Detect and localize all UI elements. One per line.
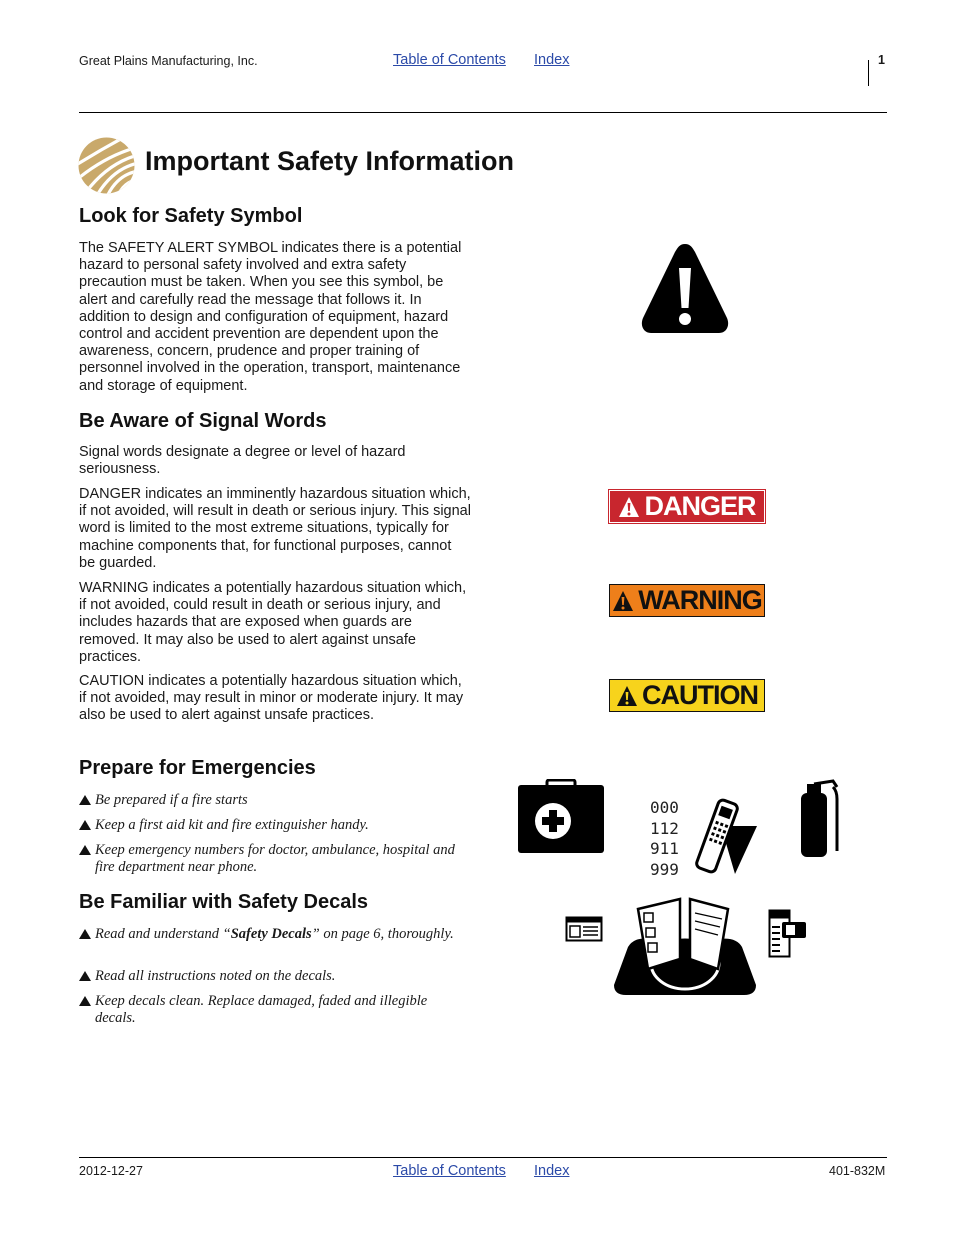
- index-link[interactable]: Index: [534, 52, 570, 68]
- warning-sign: [609, 584, 765, 617]
- decal-icon: [768, 909, 808, 959]
- list-item: Keep decals clean. Replace damaged, faded and illegible decals.: [79, 993, 471, 1027]
- danger-paragraph: DANGER indicates an imminently hazardous situation which, if not avoided, will result in death or serious injury. This signal word is limited to the most extreme situations, typically for machine components that, for functional purposes, cannot be guarded.: [79, 486, 471, 571]
- footer-rule: [79, 1157, 887, 1158]
- list-item: Keep a first aid kit and fire extinguisher handy.: [79, 817, 471, 834]
- header-rule: [79, 112, 887, 113]
- section-heading-signal: Be Aware of Signal Words: [79, 410, 327, 432]
- list-item: Keep emergency numbers for doctor, ambulance, hospital and fire department near phone.: [79, 842, 471, 876]
- list-item: Read and understand “Safety Decals” on page 6, thoroughly.: [79, 926, 471, 943]
- emergency-number: 911: [650, 839, 679, 858]
- emergency-number: 112: [650, 818, 679, 838]
- document-number: 401-832M: [829, 1164, 886, 1178]
- fire-extinguisher-icon: [797, 779, 843, 859]
- safety-alert-icon: [639, 240, 731, 337]
- warning-label: WARNING: [638, 585, 762, 615]
- decal-icon: [565, 916, 603, 942]
- brand-logo: [78, 137, 135, 194]
- danger-sign: [609, 490, 765, 523]
- phone-icon: [695, 796, 761, 878]
- emergency-numbers: [650, 798, 679, 880]
- page-number: 1: [878, 53, 885, 67]
- footer-table-of-contents-link[interactable]: Table of Contents: [393, 1163, 506, 1179]
- page-title: Important Safety Information: [145, 146, 515, 176]
- list-item: Be prepared if a fire starts: [79, 792, 471, 809]
- caution-sign: [609, 679, 765, 712]
- warning-paragraph: WARNING indicates a potentially hazardous situation which, if not avoided, could result in death or serious injury, and includes hazards that are exposed when guards are removed. It may also be used to alert against unsafe practices.: [79, 580, 467, 665]
- alert-triangle-icon: [618, 496, 640, 518]
- reading-manual-icon: [610, 897, 760, 1001]
- section-heading-decals: Be Familiar with Safety Decals: [79, 891, 369, 913]
- caution-paragraph: CAUTION indicates a potentially hazardous situation which, if not avoided, may result in minor or moderate injury. It may also be used to alert against unsafe practices.: [79, 673, 464, 724]
- section-heading-symbol: Look for Safety Symbol: [79, 205, 303, 227]
- footer-index-link[interactable]: Index: [534, 1163, 570, 1179]
- symbol-paragraph: The SAFETY ALERT SYMBOL indicates there is a potential hazard to personal safety involved and extra safety precaution must be taken. When you see this symbol, be alert and carefully read the message that follows it. In addition to design and configuration of equipment, hazard control and accident prevention are dependent upon the awareness, concern, prudence and proper training of personnel involved in the operation, transport, maintenance and storage of equipment.: [79, 240, 462, 394]
- alert-triangle-icon: [612, 590, 634, 612]
- list-item: Read all instructions noted on the decals.: [79, 968, 471, 985]
- table-of-contents-link[interactable]: Table of Contents: [393, 52, 506, 68]
- company-name: Great Plains Manufacturing, Inc.: [79, 54, 258, 68]
- header-divider: [868, 60, 869, 86]
- caution-label: CAUTION: [642, 680, 758, 710]
- section-heading-emergencies: Prepare for Emergencies: [79, 757, 316, 779]
- signal-intro: Signal words designate a degree or level of hazard seriousness.: [79, 444, 406, 478]
- alert-triangle-icon: [616, 685, 638, 707]
- first-aid-kit-icon: [517, 779, 605, 854]
- danger-label: DANGER: [644, 491, 756, 521]
- emergency-number: 000: [650, 798, 679, 817]
- safety-decals-reference: Safety Decals: [230, 926, 312, 942]
- revision-date: 2012-12-27: [79, 1164, 143, 1178]
- emergency-number: 999: [650, 859, 679, 879]
